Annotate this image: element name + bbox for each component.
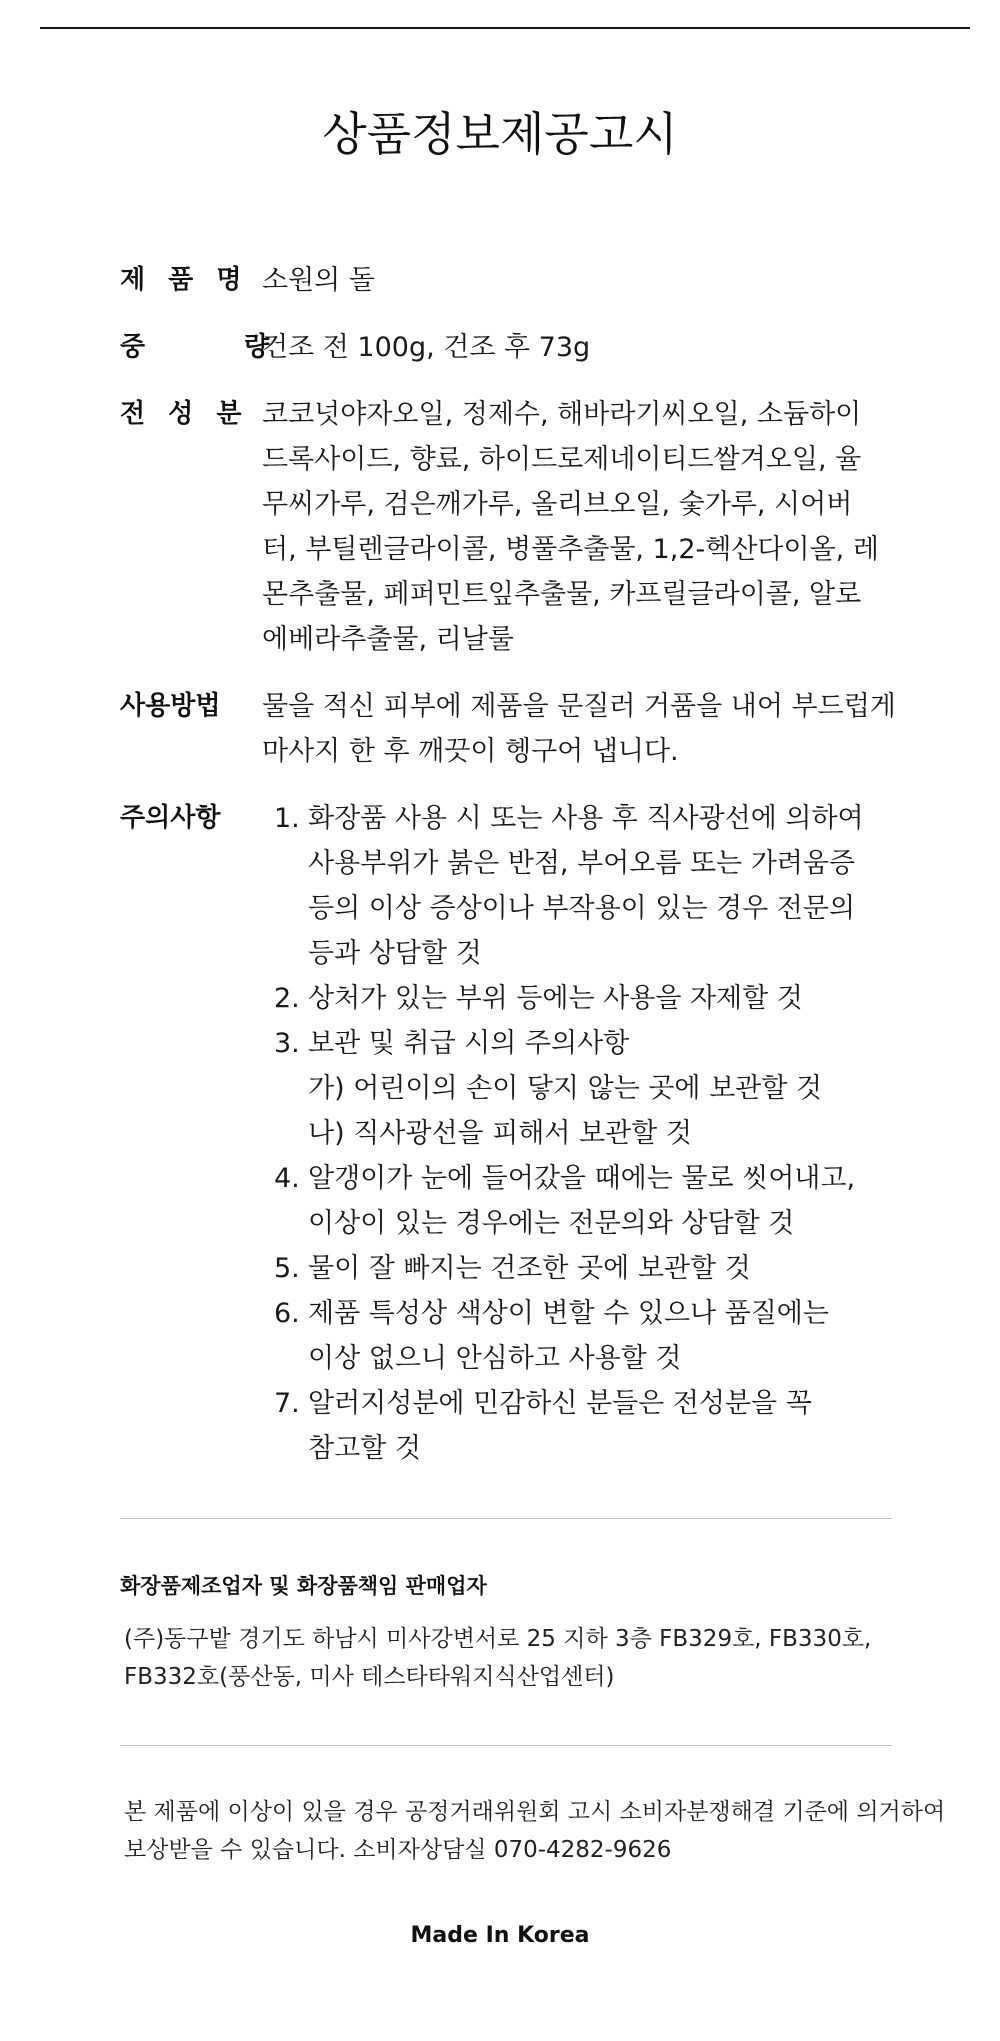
maker-address-line: FB332호(풍산동, 미사 테스타타워지식산업센터) [124,1664,615,1690]
row-cautions [120,796,900,1471]
caution-item [262,1156,900,1246]
section-divider [120,1745,892,1746]
caution-line: 참고할 것 [308,1433,421,1464]
row-usage [120,684,900,774]
maker-address-line: (주)동구밭 경기도 하남시 미사강변서로 25 지하 3층 FB329호, FB330호, [124,1626,872,1652]
top-divider [40,27,970,29]
ingredients-line: 몬추출물, 페퍼민트잎추출물, 카프릴글라이콜, 알로 [262,579,862,610]
caution-item [262,976,900,1021]
maker-heading: 화장품제조업자 및 화장품책임 판매업자 [120,1574,487,1598]
caution-line: 보관 및 취급 시의 주의사항 [308,1028,630,1059]
product-name-value: 소원의 돌 [262,265,375,296]
caution-number: 7. [274,1388,300,1419]
caution-number: 6. [274,1298,300,1329]
caution-number: 2. [274,983,300,1014]
caution-number: 1. [274,803,300,834]
product-info-table [120,258,900,1493]
caution-line: 알갱이가 눈에 들어갔을 때에는 물로 씻어내고, [308,1163,856,1194]
caution-item [262,1021,900,1156]
usage-value [262,684,900,774]
notice-line: 본 제품에 이상이 있을 경우 공정거래위원회 고시 소비자분쟁해결 기준에 의거하여 [124,1799,946,1825]
caution-number: 4. [274,1163,300,1194]
ingredients-line: 에베라추출물, 리날룰 [262,624,514,655]
made-in-label: Made In Korea [410,1923,590,1948]
caution-item [262,796,900,976]
cautions-label: 주의사항 [120,803,221,833]
cautions-list [262,796,900,1471]
cautions-value [262,796,900,1471]
caution-item [262,1291,900,1381]
usage-line: 마사지 한 후 깨끗이 헹구어 냅니다. [262,736,679,767]
caution-line: 화장품 사용 시 또는 사용 후 직사광선에 의하여 [308,803,864,834]
maker-address [124,1620,871,1696]
caution-line: 나) 직사광선을 피해서 보관할 것 [308,1118,692,1149]
consumer-notice [124,1793,945,1869]
caution-line: 이상이 있는 경우에는 전문의와 상담할 것 [308,1208,795,1239]
caution-line: 등의 이상 증상이나 부작용이 있는 경우 전문의 [308,893,856,924]
caution-line: 상처가 있는 부위 등에는 사용을 자제할 것 [308,983,803,1014]
caution-number: 3. [274,1028,300,1059]
page-title: 상품정보제공고시 [322,107,678,161]
caution-line: 등과 상담할 것 [308,938,482,969]
ingredients-line: 터, 부틸렌글라이콜, 병풀추출물, 1,2-헥산다이올, 레 [262,534,879,565]
product-name-label: 제 품 명 [120,265,249,295]
ingredients-label: 전 성 분 [120,399,249,429]
ingredients-line: 무씨가루, 검은깨가루, 올리브오일, 숯가루, 시어버 [262,489,853,520]
caution-line: 물이 잘 빠지는 건조한 곳에 보관할 것 [308,1253,751,1284]
caution-line: 제품 특성상 색상이 변할 수 있으나 품질에는 [308,1298,829,1329]
usage-line: 물을 적신 피부에 제품을 문질러 거품을 내어 부드럽게 [262,691,896,722]
row-ingredients [120,392,900,662]
section-divider [120,1518,892,1519]
ingredients-value [262,392,900,662]
caution-line: 가) 어린이의 손이 닿지 않는 곳에 보관할 것 [308,1073,823,1104]
caution-line: 이상 없으니 안심하고 사용할 것 [308,1343,682,1374]
caution-item [262,1381,900,1471]
row-weight [120,325,900,370]
ingredients-line: 드록사이드, 향료, 하이드로제네이티드쌀겨오일, 율 [262,444,862,475]
weight-label: 중 량 [120,332,315,362]
usage-label: 사용방법 [120,691,221,721]
row-product-name [120,258,900,303]
caution-line: 사용부위가 붉은 반점, 부어오름 또는 가려움증 [308,848,856,879]
caution-line: 알러지성분에 민감하신 분들은 전성분을 꼭 [308,1388,812,1419]
weight-value: 건조 전 100g, 건조 후 73g [262,332,591,363]
caution-number: 5. [274,1253,300,1284]
notice-line: 보상받을 수 있습니다. 소비자상담실 070-4282-9626 [124,1837,672,1863]
ingredients-line: 코코넛야자오일, 정제수, 해바라기씨오일, 소듐하이 [262,399,862,430]
caution-item [262,1246,900,1291]
